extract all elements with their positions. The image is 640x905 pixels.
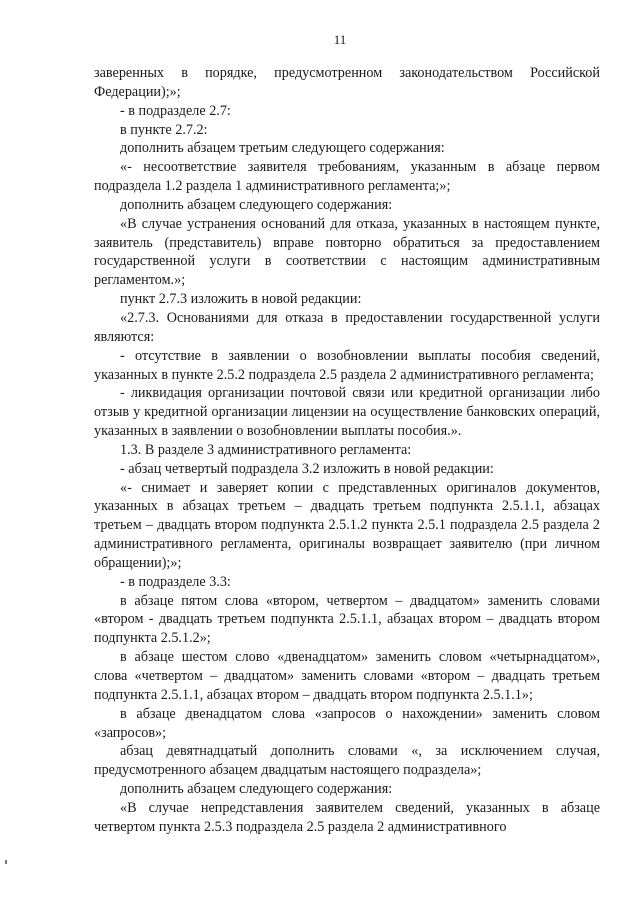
paragraph-18: в абзаце двенадцатом слова «запросов о нахождении» заменить словом «запросов»; xyxy=(94,705,600,741)
paragraph-07: «В случае устранения оснований для отказа, указанных в настоящем пункте, заявитель (представитель) вправе повторно обратиться за предоставлением государственной услуги в соответствии с настоящим административным регламентом.»; xyxy=(94,215,600,289)
paragraph-15: - в подразделе 3.3: xyxy=(120,573,231,590)
paragraph-17: в абзаце шестом слово «двенадцатом» заменить словом «четырнадцатом», слова «четвертом – двадцатом» заменить словами «втором – двадцать третьем подпункта 2.5.1.1, абзацах втором – двадцать втором подпункта 2.5.1.1»; xyxy=(94,649,600,703)
page-number: 11 xyxy=(333,32,347,47)
paragraph-08: пункт 2.7.3 изложить в новой редакции: xyxy=(120,291,362,308)
paragraph-16: в абзаце пятом слова «втором, четвертом – двадцатом» заменить словами «втором - двадцать третьем подпункта 2.5.1.1, абзацах втором – двадцать втором подпункта 2.5.1.2»; xyxy=(94,592,600,647)
paragraph-03: в пункте 2.7.2: xyxy=(120,121,208,138)
paragraph-05: «- несоответствие заявителя требованиям, указанным в абзаце первом подраздела 1.2 раздела 1 административного регламента;»; xyxy=(94,159,600,195)
paragraph-21: «В случае непредставления заявителем сведений, указанных в абзаце четвертом пункта 2.5.3 подраздела 2.5 раздела 2 административного xyxy=(94,799,600,835)
paragraph-06: дополнить абзацем следующего содержания: xyxy=(120,196,393,213)
paragraph-12: 1.3. В разделе 3 административного регламента: xyxy=(120,441,412,458)
paragraph-02: - в подразделе 2.7: xyxy=(120,102,231,119)
paragraph-11: - ликвидация организации почтовой связи или кредитной организации либо отзыв у кредитной организации лицензии на осуществление банковских операций, указанных в заявлении о возобновлении выплаты пособия.». xyxy=(94,385,600,440)
paragraph-14: «- снимает и заверяет копии с представленных оригиналов документов, указанных в абзацах третьем – двадцать третьем подпункта 2.5.1.1, абзацах третьем – двадцать втором подпункта 2.5.1.2 пункта 2.5.1 подраздела 2.5 раздела 2 административного регламента, оригиналы возвращает заявителю (при личном обращении);»; xyxy=(94,479,600,571)
paragraph-10: - отсутствие в заявлении о возобновлении выплаты пособия сведений, указанных в пункте 2.5.2 подраздела 2.5 раздела 2 административного регламента; xyxy=(94,347,600,383)
paragraph-04: дополнить абзацем третьим следующего содержания: xyxy=(120,140,445,157)
scan-margin-mark xyxy=(5,860,7,864)
paragraph-09: «2.7.3. Основаниями для отказа в предоставлении государственной услуги являются: xyxy=(94,309,600,345)
document-body xyxy=(94,64,600,837)
paragraph-01: заверенных в порядке, предусмотренном законодательством Российской Федерации);»; xyxy=(94,65,600,100)
paragraph-19: абзац девятнадцатый дополнить словами «, за исключением случая, предусмотренного абзацем двадцатым настоящего подраздела»; xyxy=(94,743,600,779)
paragraph-13: - абзац четвертый подраздела 3.2 изложить в новой редакции: xyxy=(120,460,494,477)
paragraph-20: дополнить абзацем следующего содержания: xyxy=(120,781,393,798)
